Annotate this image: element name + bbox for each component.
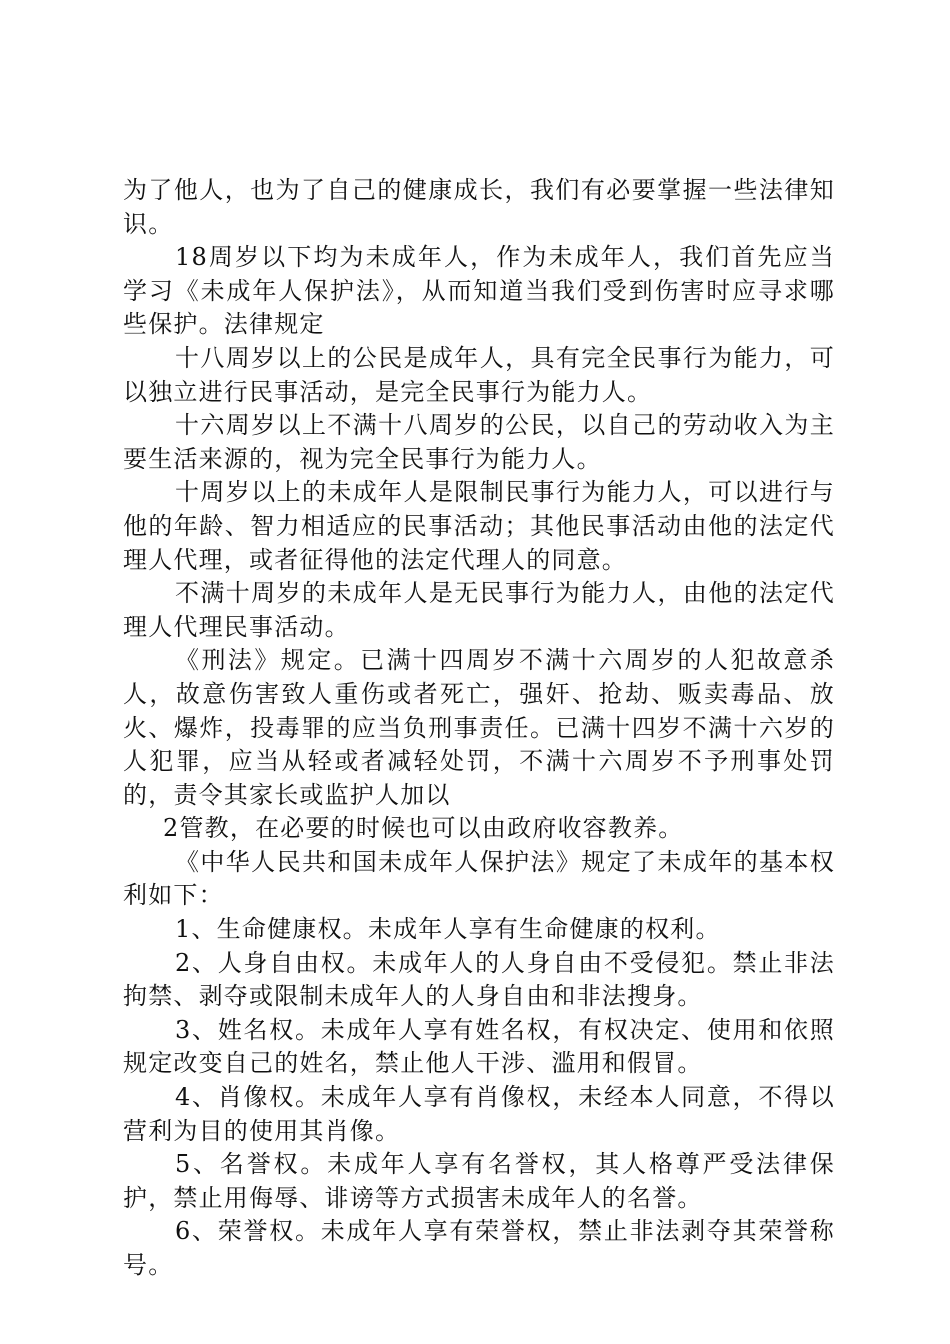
paragraph-sixteen-capacity: 十六周岁以上不满十八周岁的公民，以自己的劳动收入为主要生活来源的，视为完全民事行为能力人。 bbox=[123, 411, 835, 473]
list-item-right-life: 1、生命健康权。未成年人享有生命健康的权利。 bbox=[175, 915, 721, 944]
paragraph-limited-capacity: 十周岁以上的未成年人是限制民事行为能力人，可以进行与他的年龄、智力相适应的民事活动；其他民事活动由他的法定代理人代理，或者征得他的法定代理人的同意。 bbox=[123, 478, 835, 574]
document-body bbox=[123, 174, 835, 1283]
paragraph-protection-law: 《中华人民共和国未成年人保护法》规定了未成年的基本权利如下： bbox=[123, 847, 835, 910]
paragraph-no-capacity: 不满十周岁的未成年人是无民事行为能力人，由他的法定代理人代理民事活动。 bbox=[123, 579, 835, 641]
paragraph-intro: 为了他人，也为了自己的健康成长，我们有必要掌握一些法律知识。 bbox=[123, 176, 835, 238]
paragraph-criminal-law: 《刑法》规定。已满十四周岁不满十六周岁的人犯故意杀人，故意伤害致人重伤或者死亡，强奸、抢劫、贩卖毒品、放火、爆炸，投毒罪的应当负刑事责任。已满十四岁不满十六岁的人犯罪，应当从轻或者减轻处罚，不满十六周岁不予刑事处罚的，责令其家长或监护人加以 bbox=[123, 646, 835, 809]
list-item-right-freedom: 2、人身自由权。未成年人的人身自由不受侵犯。禁止非法拘禁、剥夺或限制未成年人的人身自由和非法搜身。 bbox=[123, 948, 835, 1011]
list-item-right-portrait: 4、肖像权。未成年人享有肖像权，未经本人同意，不得以营利为目的使用其肖像。 bbox=[123, 1083, 835, 1145]
list-item-right-reputation: 5、名誉权。未成年人享有名誉权，其人格尊严受法律保护，禁止用侮辱、诽谤等方式损害未成年人的名誉。 bbox=[123, 1150, 835, 1212]
paragraph-adult-capacity: 十八周岁以上的公民是成年人，具有完全民事行为能力，可以独立进行民事活动，是完全民事行为能力人。 bbox=[123, 343, 835, 406]
paragraph-age-definition: 18周岁以下均为未成年人，作为未成年人，我们首先应当学习《未成年人保护法》，从而知道当我们受到伤害时应寻求哪些保护。法律规定 bbox=[123, 243, 835, 339]
list-item-right-honor: 6、荣誉权。未成年人享有荣誉权，禁止非法剥夺其荣誉称号。 bbox=[123, 1217, 835, 1279]
list-item-right-name: 3、姓名权。未成年人享有姓名权，有权决定、使用和依照规定改变自己的姓名，禁止他人干涉、滥用和假冒。 bbox=[123, 1015, 835, 1078]
paragraph-discipline: 2管教，在必要的时候也可以由政府收容教养。 bbox=[163, 814, 684, 843]
